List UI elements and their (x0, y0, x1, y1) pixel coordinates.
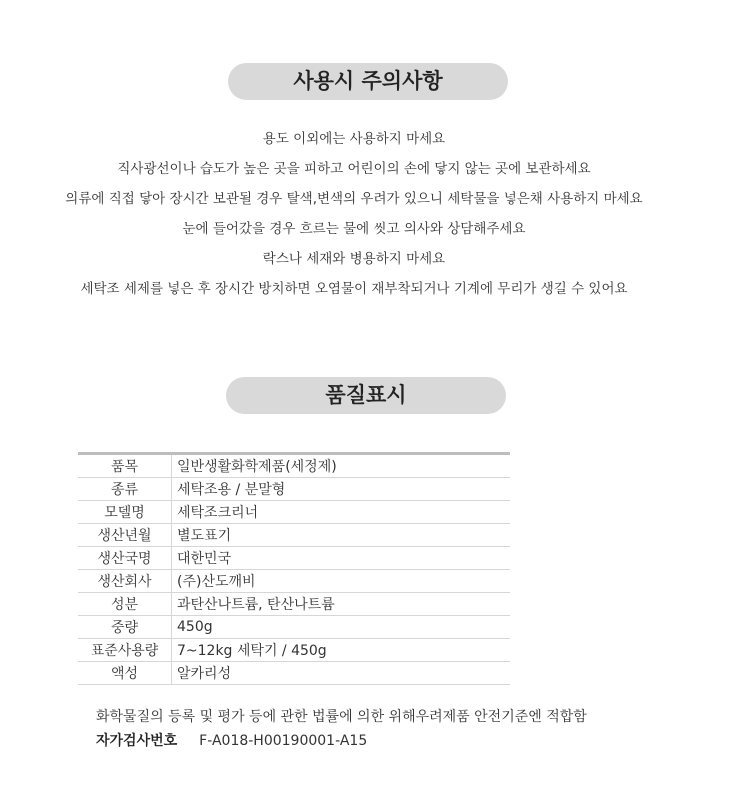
table-row (78, 639, 510, 662)
row-value: 7~12kg 세탁기 / 450g (172, 639, 511, 662)
cert-label: 자가검사번호 (96, 733, 178, 749)
row-label: 표준사용량 (78, 639, 172, 662)
row-value: 알카리성 (172, 662, 511, 685)
table-row (78, 616, 510, 639)
quality-section-title: 품질표시 (226, 377, 506, 414)
caution-list (0, 124, 708, 304)
caution-section-title: 사용시 주의사항 (228, 63, 508, 100)
table-row (78, 454, 510, 478)
row-label: 액성 (78, 662, 172, 685)
caution-line: 눈에 들어갔을 경우 흐르는 물에 씻고 의사와 상담해주세요 (182, 221, 526, 237)
caution-line: 의류에 직접 닿아 장시간 보관될 경우 탈색,변색의 우려가 있으니 세탁물을 넣은채 사용하지 마세요 (65, 191, 643, 207)
row-label: 종류 (78, 478, 172, 501)
row-label: 생산년월 (78, 524, 172, 547)
table-row (78, 662, 510, 685)
row-label: 생산국명 (78, 547, 172, 570)
row-value: 세탁조용 / 분말형 (172, 478, 511, 501)
quality-table (78, 452, 510, 685)
table-row (78, 593, 510, 616)
table-row (78, 547, 510, 570)
table-row (78, 570, 510, 593)
table-row (78, 524, 510, 547)
row-label: 생산회사 (78, 570, 172, 593)
legal-notice: 화학물질의 등록 및 평가 등에 관한 법률에 의한 위해우려제품 안전기준엔 적합함 (96, 709, 587, 725)
caution-line: 용도 이외에는 사용하지 마세요 (262, 131, 446, 147)
self-inspection-number (96, 730, 367, 750)
row-label: 중량 (78, 616, 172, 639)
row-value: 450g (172, 616, 511, 639)
row-label: 모델명 (78, 501, 172, 524)
caution-line: 락스나 세재와 병용하지 마세요 (262, 251, 446, 267)
row-value: 별도표기 (172, 524, 511, 547)
table-row (78, 501, 510, 524)
row-value: 과탄산나트륨, 탄산나트륨 (172, 593, 511, 616)
table-row (78, 478, 510, 501)
caution-line: 세탁조 세제를 넣은 후 장시간 방치하면 오염물이 재부착되거나 기계에 무리가 생길 수 있어요 (80, 281, 628, 297)
row-value: 일반생활화학제품(세정제) (172, 454, 511, 478)
row-label: 품목 (78, 454, 172, 478)
row-value: (주)산도깨비 (172, 570, 511, 593)
row-label: 성분 (78, 593, 172, 616)
caution-line: 직사광선이나 습도가 높은 곳을 피하고 어린이의 손에 닿지 않는 곳에 보관하세요 (117, 161, 591, 177)
row-value: 세탁조크리너 (172, 501, 511, 524)
cert-number: F-A018-H00190001-A15 (199, 733, 368, 749)
row-value: 대한민국 (172, 547, 511, 570)
